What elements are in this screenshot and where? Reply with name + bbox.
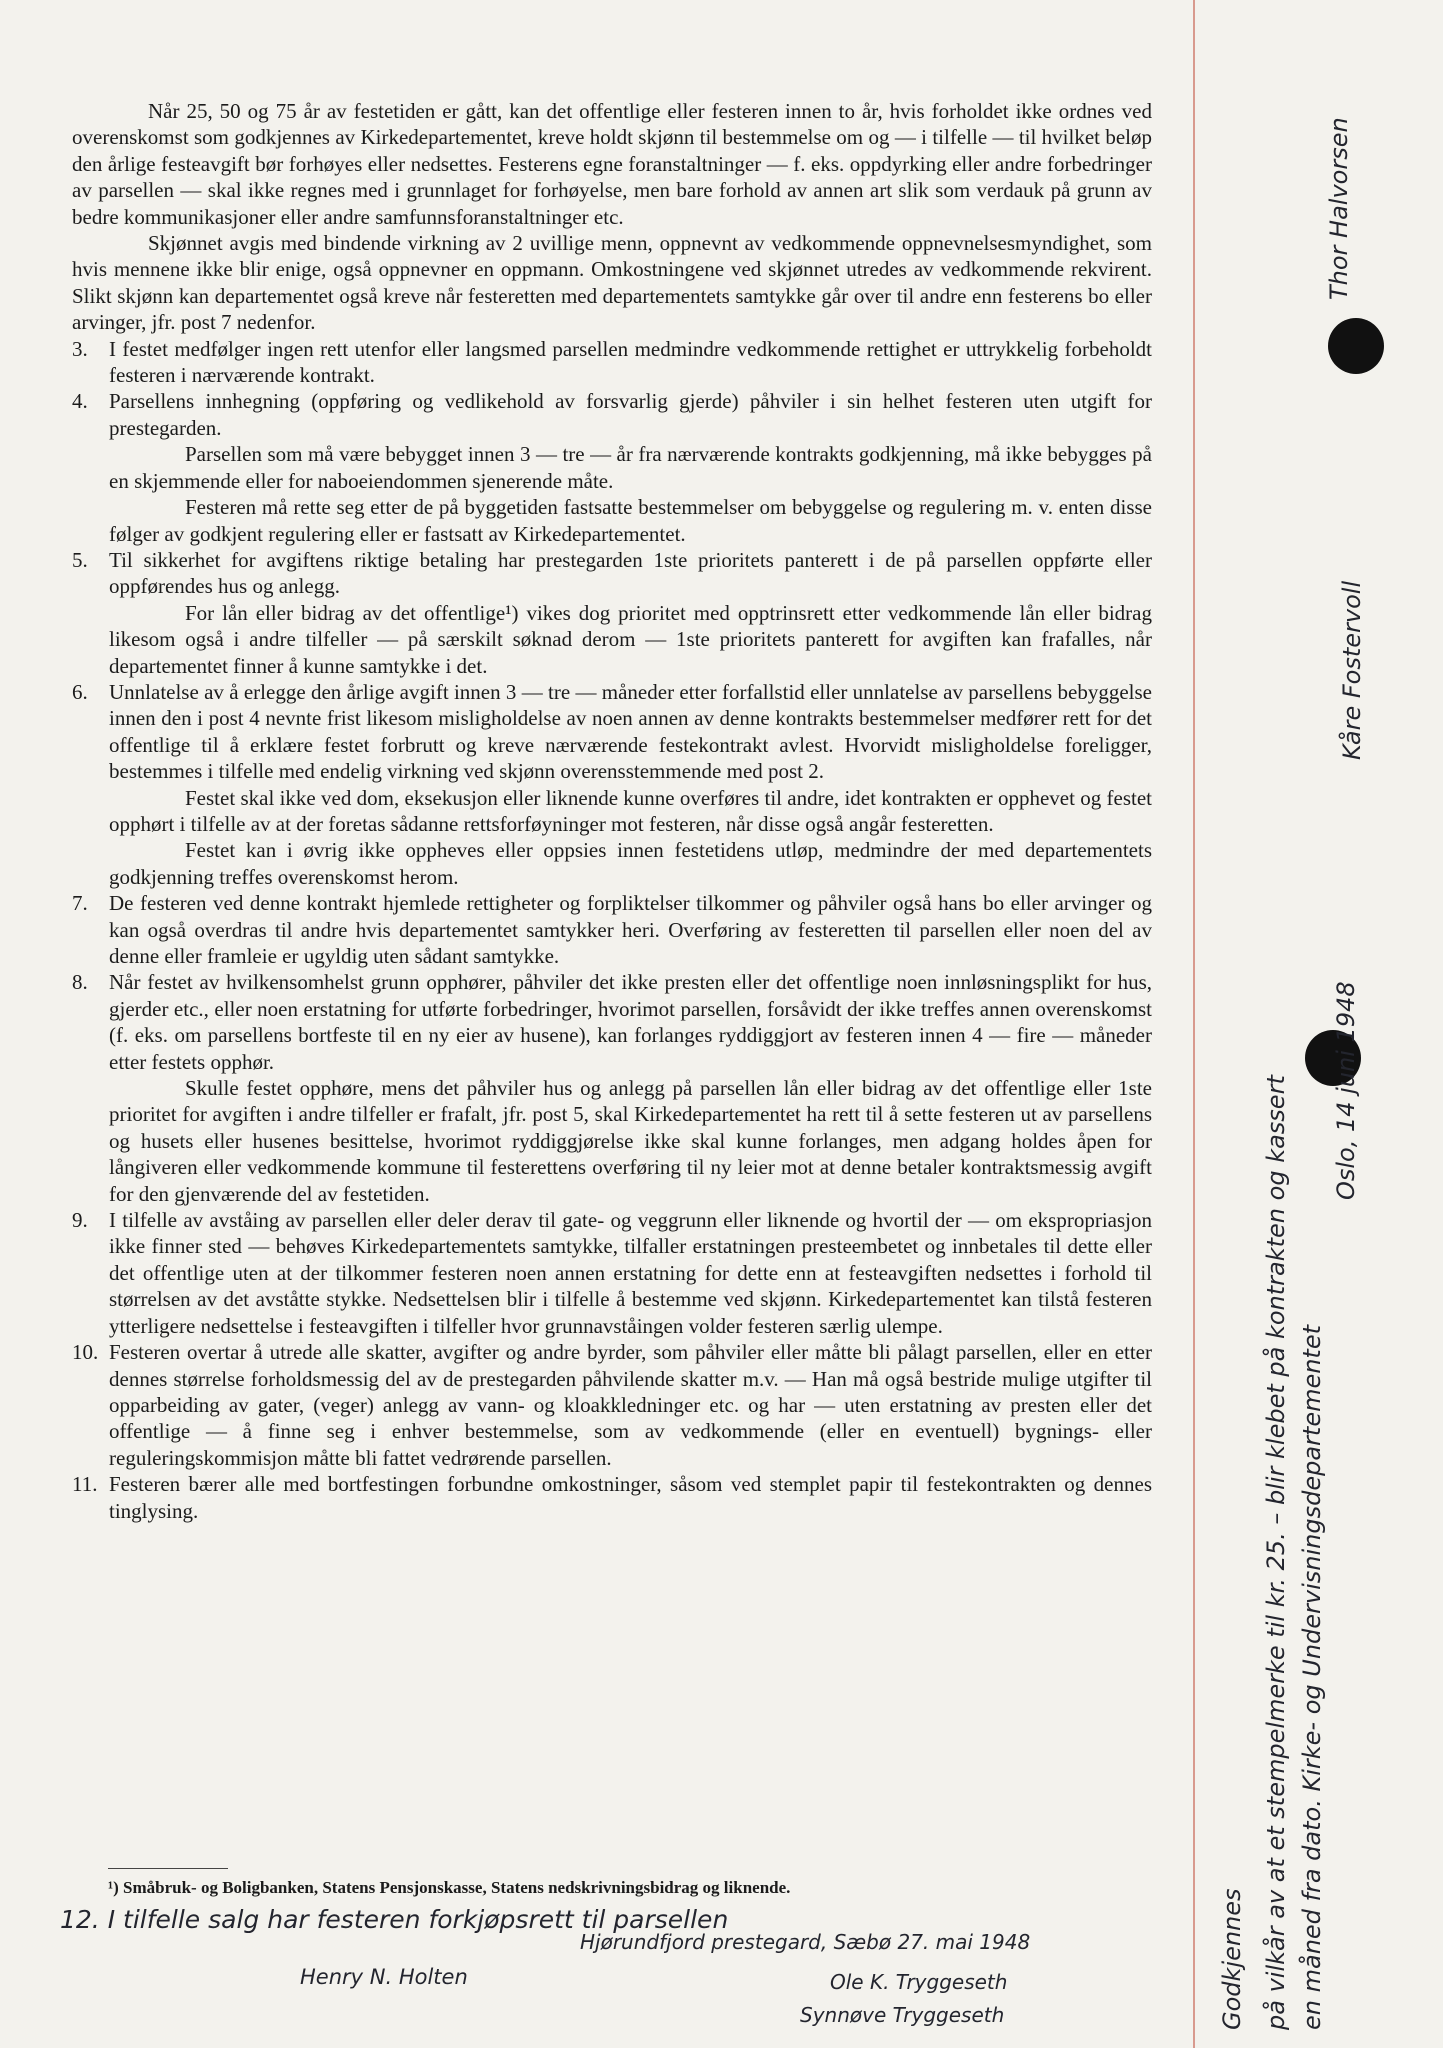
clause-number: 5. (72, 547, 88, 572)
clause-text: Parsellens innhegning (oppføring og vedlikehold av forsvarlig gjerde) påhviler i sin helhet festeren uten utgift for prestegarden. (109, 389, 1152, 440)
clause-text: Festeren overtar å utrede alle skatter, avgifter og andre byrder, som påhviler eller måtte bli pålagt parsellen, eller en etter dennes størrelse forholdsmessig del av de prestegarden påhvilende skatter m.v. — Han må også bestride mulige utgifter til opparbeiding av gater, (veger) anlegg av vann- og kloakkledninger etc. og har — uten erstatning av presten eller det offentlige — å finne seg i enhver bestemmelse, som av vedkommende (eller en eventuell) bygnings- eller reguleringskommisjon måtte bli fattet vedrørende parsellen. (109, 1340, 1152, 1470)
clause-number: 7. (72, 891, 88, 916)
paragraph: Festeren må rette seg etter de på byggetiden fastsatte bestemmelser om bebyggelse og regulering m. v. enten disse følger av godkjent regulering eller er fastsatt av Kirkedepartementet. (109, 495, 1152, 546)
clause-number: 8. (72, 970, 88, 995)
signature: Henry N. Holten (300, 1965, 468, 1989)
margin-note: Thor Halvorsen (1325, 117, 1353, 300)
margin-note: Godkjennes (1218, 1888, 1246, 2030)
numbered-clause (72, 679, 1152, 785)
paragraph: Festet skal ikke ved dom, eksekusjon eller liknende kunne overføres til andre, idet kontrakten er opphevet og festet opphørt i tilfelle av at der foretas sådanne rettsforføyninger mot festeren, når disse også angår festeretten. (109, 785, 1152, 836)
clause-text: Når festet av hvilkensomhelst grunn opphører, påhviler det ikke presten eller det offentlige noen innløsningsplikt for hus, gjerder etc., eller noen erstatning for utførte forbedringer, hvorimot parsellen, forsåvidt der ikke treffes annen overenskomst (f. eks. om parsellens bortfeste til en ny eier av husene), kan forlanges ryddiggjort av festeren innen 4 — fire — måneder etter festets opphør. (109, 970, 1152, 1074)
paragraph: Skulle festet opphøre, mens det påhviler hus og anlegg på parsellen lån eller bidrag av det offentlige eller 1ste prioritet for avgiften i andre tilfeller er frafalt, jfr. post 5, skal Kirkedepartementet ha rett til å sette festeren ut av parsellens og husets eller husenes besittelse, hvorimot ryddiggjørelse ikke skal kunne forlanges, men adgang holdes åpen for långiveren eller vedkommende kommune til festerettens overføring til ny leier mot at denne betaler kontraktsmessig avgift for den gjenværende del av festetiden. (109, 1076, 1152, 1206)
margin-note: en måned fra dato. Kirke- og Undervisningsdepartementet (1298, 1324, 1326, 2030)
paragraph: Parsellen som må være bebygget innen 3 — tre — år fra nærværende kontrakts godkjenning, må ikke bebygges på en skjemmende eller for naboeiendommen sjenerende måte. (109, 442, 1152, 493)
margin-note: Oslo, 14 juni 1948 (1332, 981, 1360, 1200)
numbered-clause (72, 969, 1152, 1075)
footnote-separator (108, 1868, 228, 1869)
clause-number: 10. (72, 1340, 99, 1365)
clause-number: 9. (72, 1208, 88, 1233)
margin-note: Kåre Fostervoll (1338, 580, 1366, 760)
handwritten-clause-12: 12. I tilfelle salg har festeren forkjøpsrett til parsellen (60, 1905, 729, 1934)
numbered-clause (72, 1471, 1152, 1524)
clause-text: Festeren bærer alle med bortfestingen forbundne omkostninger, såsom ved stemplet papir til festekontrakten og dennes tinglysing. (109, 1472, 1152, 1523)
punch-hole (1328, 318, 1384, 374)
margin-rule (1193, 0, 1195, 2048)
footnote: ¹) Småbruk- og Boligbanken, Statens Pensjonskasse, Statens nedskrivningsbidrag og liknende. (108, 1878, 791, 1897)
numbered-clause (72, 388, 1152, 441)
signature: Ole K. Tryggeseth (830, 1970, 1008, 1994)
paragraph: Skjønnet avgis med bindende virkning av 2 uvillige menn, oppnevnt av vedkommende oppnevnelsesmyndighet, som hvis mennene ikke blir enige, også oppnevner en oppmann. Omkostningene ved skjønnet utredes av vedkommende rekvirent. Slikt skjønn kan departementet også kreve når festeretten med departementets samtykke går over til andre enn festerens bo eller arvinger, jfr. post 7 nedenfor. (72, 231, 1152, 335)
numbered-clause (72, 1339, 1152, 1471)
clause-text: I festet medfølger ingen rett utenfor eller langsmed parsellen medmindre vedkommende rettighet er uttrykkelig forbeholdt festeren i nærværende kontrakt. (109, 336, 1152, 388)
margin-note: på vilkår av at et stempelmerke til kr. 25. – blir klebet på kontrakten og kassert (1262, 1075, 1290, 2030)
clause-text: I tilfelle av avståing av parsellen eller deler derav til gate- og veggrunn eller liknende og hvortil der — om ekspropriasjon ikke finner sted — behøves Kirkedepartementets samtykke, tilfaller erstatningen presteembetet og innbetales til dette eller det offentlige uten at der tilkommer festeren noen annen erstatning for dette enn at festeavgiften nedsettes i forhold til størrelsen av det avståtte stykke. Nedsettelsen blir i tilfelle å bestemme ved skjønn. Kirkedepartementet kan tilstå festeren ytterligere nedsettelse i festeavgiften i tilfeller hvor grunnavståingen volder festeren særlig ulempe. (109, 1208, 1152, 1338)
clause-text: De festeren ved denne kontrakt hjemlede rettigheter og forpliktelser tilkommer og påhviler også hans bo eller arvinger og kan også overdras til andre hvis departementet samtykker heri. Overføring av festeretten til parsellen eller noen del av denne eller framleie er ugyldig uten sådant samtykke. (109, 891, 1152, 968)
numbered-clause (72, 547, 1152, 600)
clause-text: Til sikkerhet for avgiftens riktige betaling har prestegarden 1ste prioritets panterett i de på parsellen oppførte eller oppførendes hus og anlegg. (109, 547, 1152, 599)
paragraph: For lån eller bidrag av det offentlige¹) vikes dog prioritet med opptrinsrett etter vedkommende lån eller bidrag likesom også i andre tilfeller — på særskilt søknad derom — 1ste prioritets panterett for avgiften kan frafalles, når departementet finner å kunne samtykke i det. (109, 600, 1152, 678)
clause-number: 4. (72, 389, 88, 414)
paragraph: Når 25, 50 og 75 år av festetiden er gått, kan det offentlige eller festeren innen to år, hvis forholdet ikke ordnes ved overenskomst som godkjennes av Kirkedepartementet, kreve holdt skjønn til bestemmelse om og — i tilfelle — til hvilket beløp den årlige festeavgift bør forhøyes eller nedsettes. Festerens egne foranstaltninger — f. eks. oppdyrking eller andre forbedringer av parsellen — skal ikke regnes med i grunnlaget for forhøyelse, men bare forhold av annen art slik som verdauk på grunn av bedre kommunikasjoner eller andre samfunnsforanstaltninger etc. (72, 99, 1152, 229)
numbered-clause (72, 890, 1152, 969)
clause-text: Unnlatelse av å erlegge den årlige avgift innen 3 — tre — måneder etter forfallstid eller unnlatelse av parsellens bebyggelse innen den i post 4 nevnte frist likesom misligholdelse av noen annen av denne kontrakts bestemmelser medfører rett for det offentlige til å erklære festet forbrutt og kreve nærværende festekontrakt avlest. Hvorvidt misligholdelse foreligger, bestemmes i tilfelle med endelig virkning ved skjønn overensstemmende med post 2. (109, 679, 1152, 784)
clause-number: 6. (72, 679, 88, 704)
clause-number: 3. (72, 336, 88, 361)
paragraph: Festet kan i øvrig ikke oppheves eller oppsies innen festetidens utløp, medmindre der med departementets godkjenning treffes overenskomst herom. (109, 838, 1152, 889)
clause-number: 11. (72, 1472, 98, 1497)
contract-body (72, 98, 1152, 1524)
numbered-clause (72, 336, 1152, 389)
signature: Synnøve Tryggeseth (800, 2003, 1005, 2027)
handwritten-place-date: Hjørundfjord prestegard, Sæbø 27. mai 1948 (580, 1930, 1031, 1954)
numbered-clause (72, 1207, 1152, 1339)
